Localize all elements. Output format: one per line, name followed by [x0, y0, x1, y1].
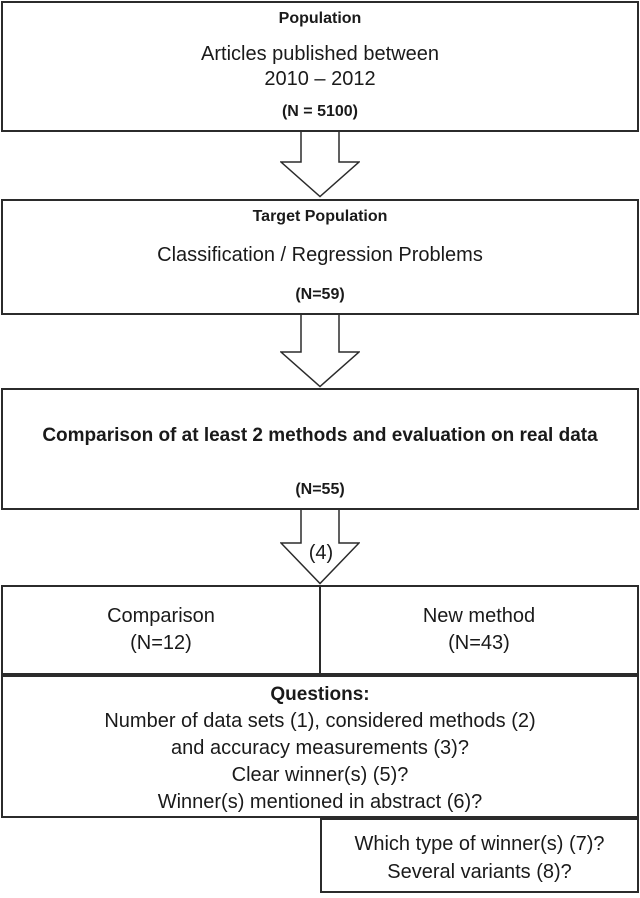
population-box-count: (N = 5100)	[281, 103, 359, 120]
questions-box	[1, 675, 639, 818]
down-arrow-icon	[280, 132, 360, 198]
followup-line-2: Several variants (8)?	[387, 860, 572, 883]
question-line-2: and accuracy measurements (3)?	[171, 737, 469, 759]
target-population-box-title: Target Population	[252, 208, 388, 225]
question-line-4: Winner(s) mentioned in abstract (6)?	[157, 791, 483, 813]
questions-heading: Questions:	[270, 684, 370, 705]
comparison-cell-label: Comparison	[107, 605, 215, 627]
comparison-cell	[3, 587, 321, 673]
population-box-line2: 2010 – 2012	[264, 68, 376, 90]
target-population-box	[1, 199, 639, 315]
target-population-box-count: (N=59)	[295, 286, 345, 303]
methods-comparison-box-count: (N=55)	[295, 481, 345, 498]
new-method-cell	[321, 587, 637, 673]
split-row	[1, 585, 639, 675]
followup-line-1: Which type of winner(s) (7)?	[354, 832, 605, 855]
arrow-count-label: (4)	[308, 542, 334, 564]
methods-comparison-box-title: Comparison of at least 2 methods and evaluation on real data	[42, 425, 598, 446]
population-box-line1: Articles published between	[201, 43, 439, 65]
question-line-3: Clear winner(s) (5)?	[231, 764, 409, 786]
new-method-cell-count: (N=43)	[448, 632, 510, 654]
methods-comparison-box	[1, 388, 639, 510]
population-box-title: Population	[278, 10, 362, 27]
followup-questions-box	[320, 818, 639, 893]
down-arrow-icon	[280, 315, 360, 388]
population-box	[1, 1, 639, 132]
new-method-cell-label: New method	[422, 605, 536, 627]
target-population-box-line1: Classification / Regression Problems	[157, 244, 483, 266]
comparison-cell-count: (N=12)	[130, 632, 192, 654]
question-line-1: Number of data sets (1), considered methods (2)	[104, 710, 536, 732]
